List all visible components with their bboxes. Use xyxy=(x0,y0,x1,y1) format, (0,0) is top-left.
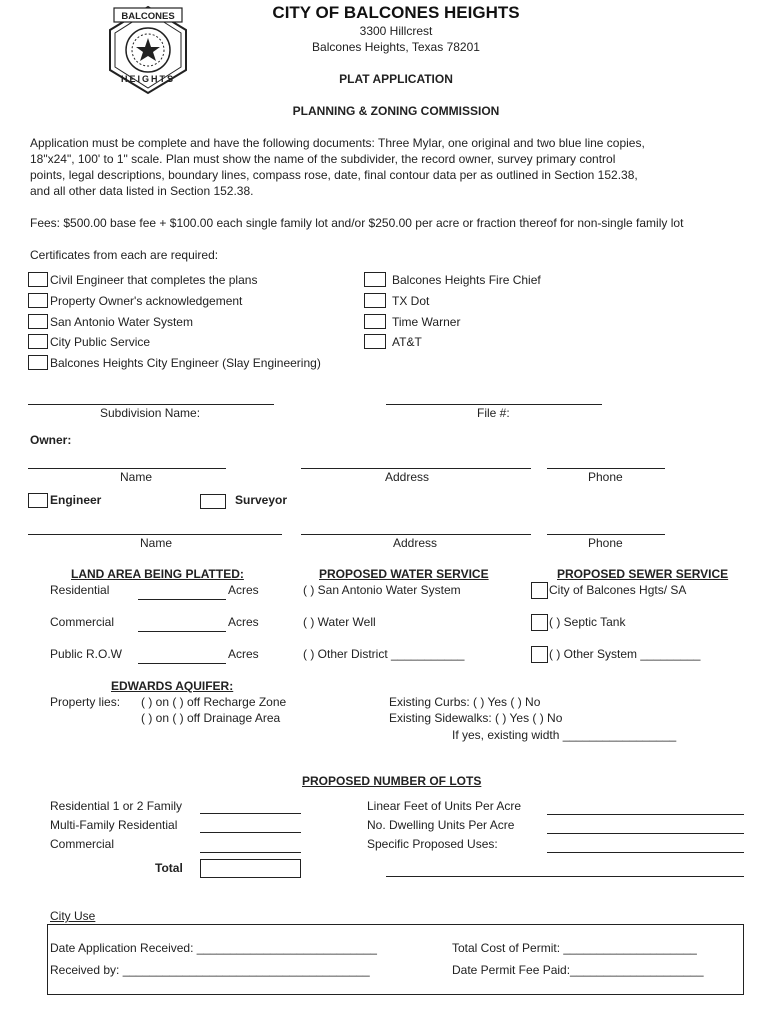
existing-sidewalks[interactable]: Existing Sidewalks: ( ) Yes ( ) No xyxy=(389,711,563,725)
city-use-box xyxy=(47,924,744,995)
checkbox-sewer-other[interactable] xyxy=(531,646,548,663)
cert-att: AT&T xyxy=(392,335,422,349)
checkbox-property-owner[interactable] xyxy=(28,293,48,308)
cert-txdot: TX Dot xyxy=(392,294,430,308)
lots-residential-field[interactable] xyxy=(200,813,301,814)
land-residential-field[interactable] xyxy=(138,599,226,600)
linear-feet-label: Linear Feet of Units Per Acre xyxy=(367,799,522,813)
total-cost-field[interactable]: Total Cost of Permit: ____________________ xyxy=(452,941,697,955)
cert-civil-engineer: Civil Engineer that completes the plans xyxy=(50,273,258,287)
land-public-row-acres: Acres xyxy=(228,647,259,661)
date-paid-field[interactable]: Date Permit Fee Paid:____________________ xyxy=(452,963,704,977)
cert-city-engineer: Balcones Heights City Engineer (Slay Engineering) xyxy=(50,356,321,370)
water-saws-option[interactable]: ( ) San Antonio Water System xyxy=(303,583,461,597)
owner-name-field[interactable] xyxy=(28,468,226,469)
lots-commercial-field[interactable] xyxy=(200,852,301,853)
cert-saws: San Antonio Water System xyxy=(50,315,193,329)
proposed-uses-field-1[interactable] xyxy=(547,852,744,853)
date-received-field[interactable]: Date Application Received: ___________________________ xyxy=(50,941,377,955)
checkbox-civil-engineer[interactable] xyxy=(28,272,48,287)
sewer-service-heading: PROPOSED SEWER SERVICE xyxy=(557,567,729,581)
sewer-balcones-option: City of Balcones Hgts/ SA xyxy=(549,583,687,597)
checkbox-city-engineer[interactable] xyxy=(28,355,48,370)
address-line-2: Balcones Heights, Texas 78201 xyxy=(312,40,480,54)
file-number-field[interactable] xyxy=(386,404,602,405)
lots-multifamily-field[interactable] xyxy=(200,832,301,833)
intro-line-2: 18"x24", 100' to 1" scale. Plan must show the name of the subdivider, the record owner, survey primary control xyxy=(30,152,616,166)
water-other-option[interactable]: ( ) Other District ___________ xyxy=(303,647,465,661)
engineer-address-field[interactable] xyxy=(301,534,531,535)
dwelling-units-label: No. Dwelling Units Per Acre xyxy=(367,818,515,832)
drainage-area-option[interactable]: ( ) on ( ) off Drainage Area xyxy=(141,711,281,725)
dwelling-units-field[interactable] xyxy=(547,833,744,834)
cert-fire-chief: Balcones Heights Fire Chief xyxy=(392,273,541,287)
owner-address-label: Address xyxy=(385,470,430,484)
checkbox-att[interactable] xyxy=(364,334,386,349)
lots-total-field[interactable] xyxy=(200,859,301,878)
engineer-phone-label: Phone xyxy=(588,536,623,550)
fees-text: Fees: $500.00 base fee + $100.00 each single family lot and/or $250.00 per acre or fraction thereof for non-single family lot xyxy=(30,216,684,230)
land-commercial-acres: Acres xyxy=(228,615,259,629)
cert-time-warner: Time Warner xyxy=(392,315,461,329)
owner-label: Owner: xyxy=(30,433,72,447)
edwards-aquifer-heading: EDWARDS AQUIFER: xyxy=(111,679,234,693)
subdivision-name-label: Subdivision Name: xyxy=(100,406,201,420)
engineer-phone-field[interactable] xyxy=(547,534,665,535)
proposed-uses-field-2[interactable] xyxy=(386,876,744,877)
city-seal-logo xyxy=(100,4,196,96)
engineer-name-field[interactable] xyxy=(28,534,282,535)
land-public-row-label: Public R.O.W xyxy=(50,647,123,661)
water-service-heading: PROPOSED WATER SERVICE xyxy=(319,567,489,581)
city-use-label: City Use xyxy=(50,909,96,923)
land-residential-acres: Acres xyxy=(228,583,259,597)
owner-address-field[interactable] xyxy=(301,468,531,469)
land-area-heading: LAND AREA BEING PLATTED: xyxy=(71,567,244,581)
engineer-name-label: Name xyxy=(140,536,173,550)
lots-residential-label: Residential 1 or 2 Family xyxy=(50,799,183,813)
checkbox-sewer-septic[interactable] xyxy=(531,614,548,631)
checkbox-surveyor[interactable] xyxy=(200,494,226,509)
proposed-lots-heading: PROPOSED NUMBER OF LOTS xyxy=(302,774,482,788)
linear-feet-field[interactable] xyxy=(547,814,744,815)
checkbox-sewer-balcones[interactable] xyxy=(531,582,548,599)
proposed-uses-label: Specific Proposed Uses: xyxy=(367,837,498,851)
checkbox-txdot[interactable] xyxy=(364,293,386,308)
engineer-address-label: Address xyxy=(393,536,438,550)
svg-text:BALCONES: BALCONES xyxy=(121,11,175,22)
checkbox-saws[interactable] xyxy=(28,314,48,329)
checkbox-engineer[interactable] xyxy=(28,493,48,508)
engineer-label: Engineer xyxy=(50,493,102,507)
commission-title: PLANNING & ZONING COMMISSION xyxy=(292,104,500,118)
land-residential-label: Residential xyxy=(50,583,110,597)
surveyor-label: Surveyor xyxy=(235,493,288,507)
owner-name-label: Name xyxy=(120,470,153,484)
form-title: PLAT APPLICATION xyxy=(339,72,453,86)
land-public-row-field[interactable] xyxy=(138,663,226,664)
file-number-label: File #: xyxy=(477,406,510,420)
cert-property-owner: Property Owner's acknowledgement xyxy=(50,294,243,308)
lots-total-label: Total xyxy=(155,861,183,875)
svg-text:HEIGHTS: HEIGHTS xyxy=(120,74,176,84)
lots-multifamily-label: Multi-Family Residential xyxy=(50,818,178,832)
existing-width[interactable]: If yes, existing width _________________ xyxy=(452,728,677,742)
intro-line-3: points, legal descriptions, boundary lines, compass rose, date, final contour data per as outlined in Section 152.38, xyxy=(30,168,638,182)
subdivision-name-field[interactable] xyxy=(28,404,274,405)
property-lies-label: Property lies: xyxy=(50,695,121,709)
sewer-septic-option: ( ) Septic Tank xyxy=(549,615,626,629)
water-well-option[interactable]: ( ) Water Well xyxy=(303,615,376,629)
page-title: CITY OF BALCONES HEIGHTS xyxy=(272,3,520,22)
lots-commercial-label: Commercial xyxy=(50,837,115,851)
address-line-1: 3300 Hillcrest xyxy=(359,24,433,38)
land-commercial-field[interactable] xyxy=(138,631,226,632)
checkbox-fire-chief[interactable] xyxy=(364,272,386,287)
checkbox-time-warner[interactable] xyxy=(364,314,386,329)
owner-phone-field[interactable] xyxy=(547,468,665,469)
land-commercial-label: Commercial xyxy=(50,615,115,629)
owner-phone-label: Phone xyxy=(588,470,623,484)
checkbox-cps[interactable] xyxy=(28,334,48,349)
cert-cps: City Public Service xyxy=(50,335,151,349)
intro-line-4: and all other data listed in Section 152.38. xyxy=(30,184,254,198)
certificates-heading: Certificates from each are required: xyxy=(30,248,219,262)
received-by-field[interactable]: Received by: _____________________________________ xyxy=(50,963,370,977)
recharge-zone-option[interactable]: ( ) on ( ) off Recharge Zone xyxy=(141,695,287,709)
intro-line-1: Application must be complete and have the following documents: Three Mylar, one original and two blue line copies, xyxy=(30,136,645,150)
sewer-other-option: ( ) Other System _________ xyxy=(549,647,701,661)
existing-curbs[interactable]: Existing Curbs: ( ) Yes ( ) No xyxy=(389,695,541,709)
